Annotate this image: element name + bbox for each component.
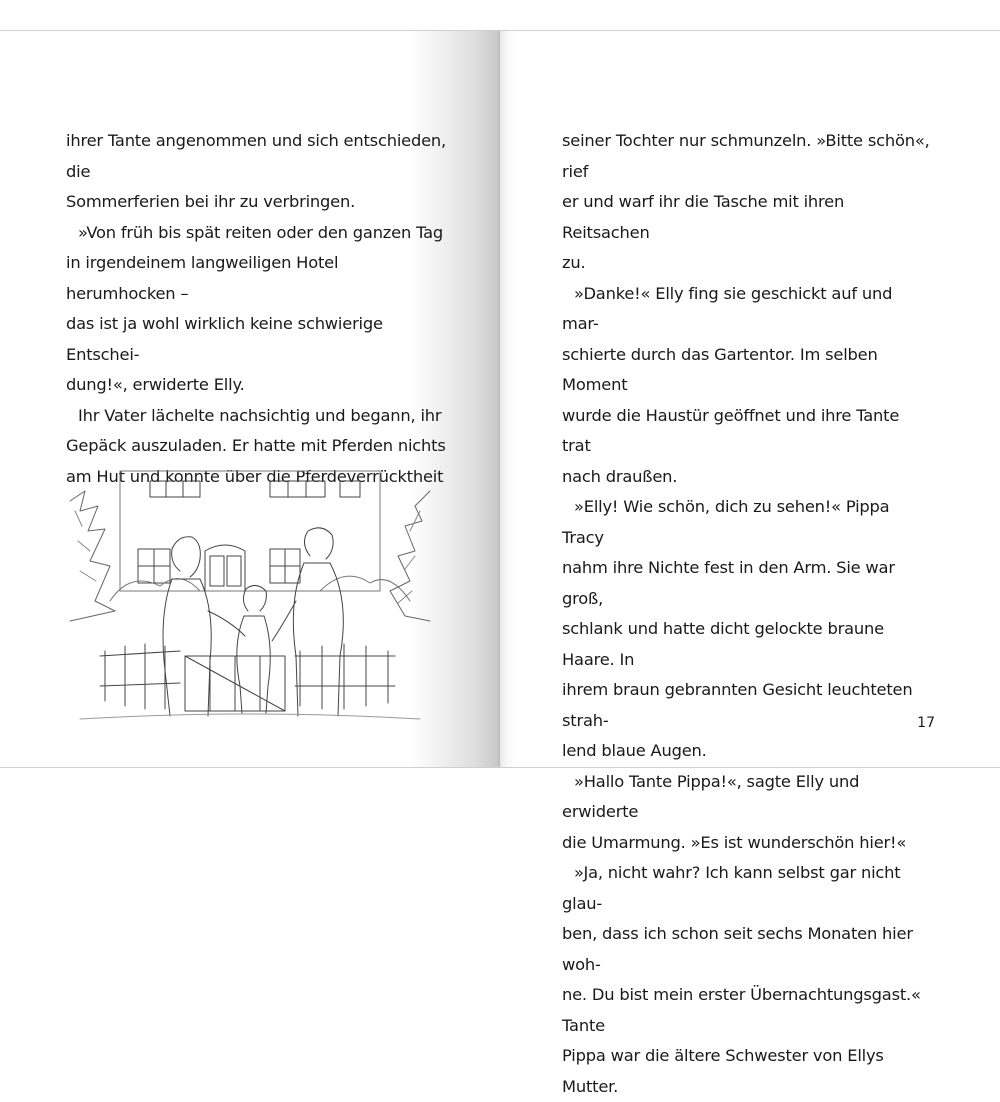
text-line: am Hut und konnte über die Pferdeverrücktheit (66, 466, 444, 486)
text-line: zu. (562, 253, 586, 272)
text-line: Pippa war die ältere Schwester von Ellys Mutter. (562, 1046, 884, 1096)
right-page (500, 31, 1000, 1096)
text-line: die Umarmung. »Es ist wunderschön hier!« (562, 832, 907, 852)
page-number: 17 (917, 715, 935, 731)
text-line: seiner Tochter nur schmunzeln. »Bitte schön«, rief (562, 131, 930, 181)
text-line: Ihr Vater lächelte nachsichtig und begann, ihr (78, 405, 442, 425)
left-page-text (66, 126, 446, 492)
text-line: ne. Du bist mein erster Übernachtungsgast.« Tante (562, 985, 921, 1035)
book-spread (0, 30, 1000, 1096)
right-page-text (562, 126, 930, 1102)
text-line: schlank und hatte dicht gelockte braune Haare. In (562, 619, 884, 669)
text-line: er und warf ihr die Tasche mit ihren Reitsachen (562, 192, 845, 242)
text-line: in irgendeinem langweiligen Hotel herumhocken – (66, 253, 339, 303)
text-line: nach draußen. (562, 466, 678, 486)
illustration-sketch (60, 451, 440, 726)
illustration-house-family (60, 451, 440, 726)
text-line: das ist ja wohl wirklich keine schwierige Entschei- (66, 314, 383, 364)
text-line: ben, dass ich schon seit sechs Monaten hier woh- (562, 924, 913, 974)
text-line: schierte durch das Gartentor. Im selben Moment (562, 344, 878, 394)
text-line: ihrer Tante angenommen und sich entschieden, die (66, 131, 447, 181)
text-line: »Hallo Tante Pippa!«, sagte Elly und erwiderte (562, 771, 860, 821)
text-line: Sommerferien bei ihr zu verbringen. (66, 192, 356, 211)
text-line: lend blaue Augen. (562, 741, 707, 760)
text-line: »Ja, nicht wahr? Ich kann selbst gar nicht glau- (562, 863, 901, 913)
text-line: wurde die Haustür geöffnet und ihre Tante trat (562, 405, 900, 455)
text-line: »Danke!« Elly fing sie geschickt auf und mar- (562, 283, 893, 333)
text-line: ihrem braun gebrannten Gesicht leuchteten strah- (562, 680, 913, 730)
text-line: »Von früh bis spät reiten oder den ganzen Tag (78, 222, 444, 242)
text-line: Gepäck auszuladen. Er hatte mit Pferden nichts (66, 436, 446, 455)
text-line: nahm ihre Nichte fest in den Arm. Sie war groß, (562, 558, 895, 608)
left-page (0, 31, 500, 767)
text-line: »Elly! Wie schön, dich zu sehen!« Pippa Tracy (562, 497, 890, 547)
text-line: dung!«, erwiderte Elly. (66, 375, 245, 394)
